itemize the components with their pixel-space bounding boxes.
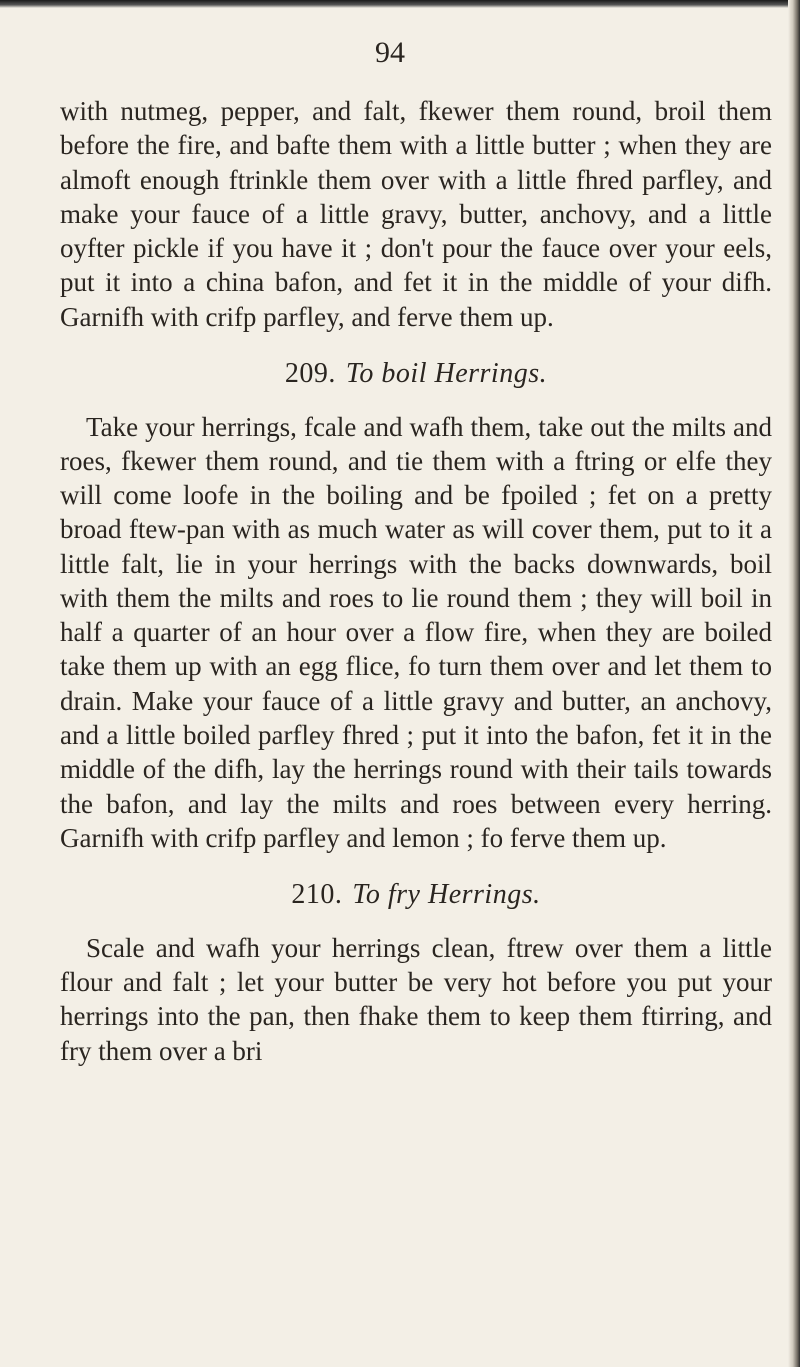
paragraph-fry-herrings: Scale and wafh your herrings clean, ftrew over them a little flour and falt ; let your butter be very hot before you put your herrings into the pan, then fhake them to keep them ftirring, and fry them over a bri [60,932,772,1066]
page-number: 94 [375,36,405,69]
recipe-number: 210. [291,879,343,911]
page-gutter-shadow [788,0,800,1367]
recipe-heading-210 [60,877,772,913]
recipe-heading-209 [60,356,772,392]
paragraph-boil-herrings: Take your herrings, fcale and wafh them, take out the milts and roes, fkewer them round, and tie them with a ftring or elfe they will come loofe in the boiling and be fpoiled ; fet on a pretty broad ftew-pan with as much water as will cover them, put to it a little falt, lie in your herrings with the backs downwards, boil with them the milts and roes to lie round them ; they will boil in half a quarter of an hour over a flow fire, when they are boiled take them up with an egg flice, fo turn them over and let them to drain. Make your fauce of a little gravy and butter, an anchovy, and a little boiled parfley fhred ; put it into the bafon, fet it in the middle of the difh, lay the herrings round with their tails towards the bafon, and lay the milts and roes between every herring. Garnifh with crifp parfley and lemon ; fo ferve them up. [60,411,772,853]
recipe-title: To boil Herrings. [345,357,548,389]
recipe-title: To fry Herrings. [352,879,541,911]
page-top-shadow [0,0,800,8]
page-body [60,94,772,1068]
paragraph-eels-continued: with nutmeg, pepper, and falt, fkewer them round, broil them before the fire, and bafte them with a little butter ; when they are almoft enough ftrinkle them over with a little fhred parfley, and make your fauce of a little gravy, butter, anchovy, and a little oyfter pickle if you have it ; don't pour the fauce over your eels, put it into a china bafon, and fet it in the middle of your difh. Garnifh with crifp parfley, and ferve them up. [60,96,772,332]
recipe-number: 209. [284,357,336,389]
